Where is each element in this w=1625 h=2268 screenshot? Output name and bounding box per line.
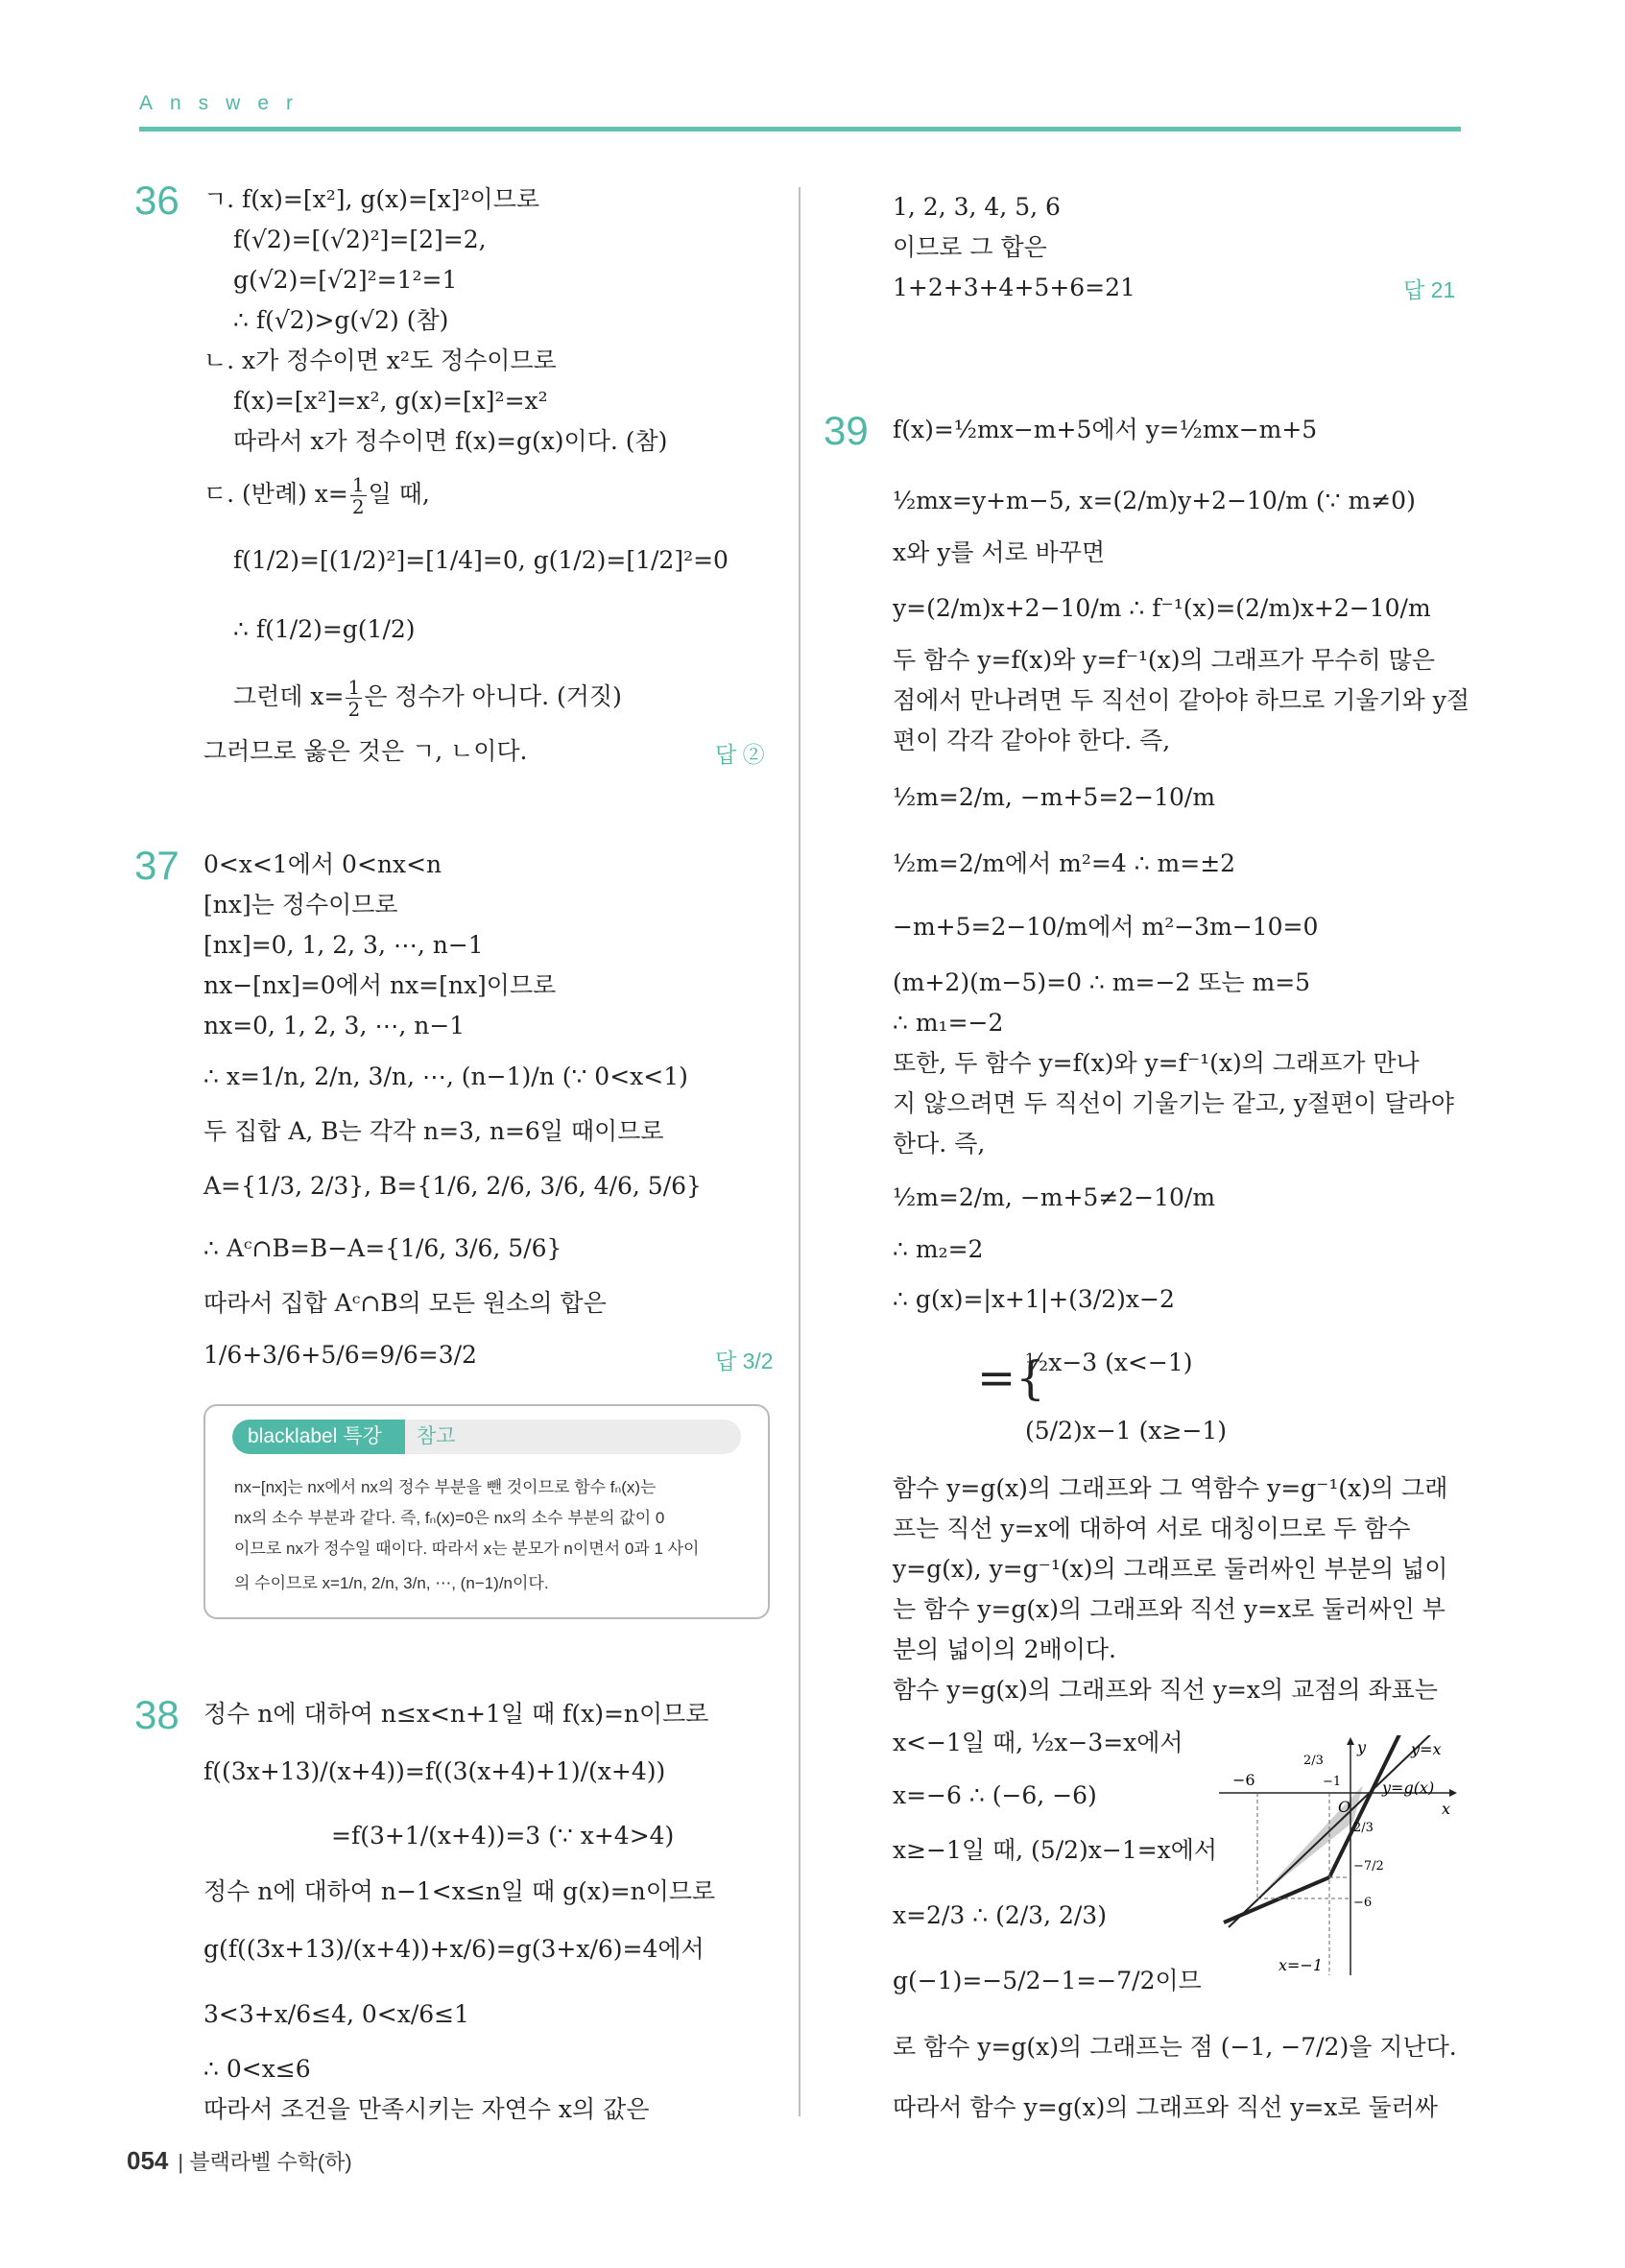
p37-line-4: nx−[nx]=0에서 nx=[nx]이므로 xyxy=(203,971,557,999)
graph-g-label: y=g(x) xyxy=(1382,1779,1435,1797)
fraction-half-2: $\frac{1}{2}$ xyxy=(347,676,361,721)
p38-line-6: 3<3+x/6≤4, 0<x/6≤1 xyxy=(203,2000,470,2028)
p39-line-13: 또한, 두 함수 y=f(x)와 y=f⁻¹(x)의 그래프가 만나 xyxy=(893,1049,1420,1077)
p37-line-5: nx=0, 1, 2, 3, ⋯, n−1 xyxy=(203,1012,466,1039)
note-line-2: nx의 소수 부분과 같다. 즉, fₙ(x)=0은 nx의 소수 부분의 값이 0 xyxy=(234,1509,665,1527)
header-rule xyxy=(139,127,1461,131)
p37-line-3: [nx]=0, 1, 2, 3, ⋯, n−1 xyxy=(203,931,484,959)
p39-line-24: 분의 넓이의 2배이다. xyxy=(893,1635,1116,1663)
x-axis-arrow xyxy=(1449,1789,1457,1797)
p39-line-20: 함수 y=g(x)의 그래프와 그 역함수 y=g⁻¹(x)의 그래 xyxy=(893,1474,1448,1502)
p39-line-25: 함수 y=g(x)의 그래프와 직선 y=x의 교점의 좌표는 xyxy=(893,1676,1438,1704)
graph-yx-label: y=x xyxy=(1411,1740,1442,1758)
p37-line-8: A={1/3, 2/3}, B={1/6, 2/6, 3/6, 4/6, 5/6} xyxy=(203,1172,702,1200)
p38-line-2: f((3x+13)/(x+4))=f((3(x+4)+1)/(x+4)) xyxy=(203,1757,666,1785)
graph-xm1-label: x=−1 xyxy=(1278,1956,1324,1974)
p36-line-11b: 은 정수가 아니다. (거짓) xyxy=(364,682,622,710)
note-line-3: 이므로 nx가 정수일 때이다. 따라서 x는 분모가 n이면서 0과 1 사이 xyxy=(234,1540,700,1558)
p39-line-3: x와 y를 서로 바꾸면 xyxy=(893,538,1106,566)
p39-line-18: ∴ g(x)=|x+1|+(3/2)x−2 xyxy=(893,1285,1175,1313)
p36-line-10: ∴ f(1/2)=g(1/2) xyxy=(233,615,416,643)
p39-line-17: ∴ m₂=2 xyxy=(893,1235,984,1263)
g-left-branch xyxy=(1224,1877,1329,1922)
p39-line-6: 점에서 만나려면 두 직선이 같아야 하므로 기울기와 y절 xyxy=(893,686,1470,714)
p37-line-7: 두 집합 A, B는 각각 n=3, n=6일 때이므로 xyxy=(203,1117,664,1145)
note-line-4: 의 수이므로 x=1/n, 2/n, 3/n, ⋯, (n−1)/n이다. xyxy=(234,1574,549,1592)
header-title: Answer xyxy=(139,92,311,114)
piecewise-brace: ={ xyxy=(977,1351,1045,1405)
p36-line-11 xyxy=(233,677,622,720)
p36-line-4: ∴ f(√2)>g(√2) (참) xyxy=(233,306,449,334)
p39-line-10: −m+5=2−10/m에서 m²−3m−10=0 xyxy=(893,913,1319,941)
p39-line-1: f(x)=½mx−m+5에서 y=½mx−m+5 xyxy=(893,416,1318,443)
p38-answer: 답 21 xyxy=(1403,277,1456,302)
p36-answer: 답 ② xyxy=(715,742,765,767)
p39-line-16: ½m=2/m, −m+5≠2−10/m xyxy=(893,1183,1216,1211)
p39-line-29: x=2/3 ∴ (2/3, 2/3) xyxy=(893,1901,1107,1929)
p39-line-26: x<−1일 때, ½x−3=x에서 xyxy=(893,1729,1183,1756)
p39-line-32: 따라서 함수 y=g(x)의 그래프와 직선 y=x로 둘러싸 xyxy=(893,2093,1438,2121)
p39-line-27: x=−6 ∴ (−6, −6) xyxy=(893,1781,1097,1809)
p36-line-12: 그러므로 옳은 것은 ㄱ, ㄴ이다. xyxy=(203,737,528,765)
p37-answer: 답 3/2 xyxy=(715,1349,774,1373)
p38-line-4: 정수 n에 대하여 n−1<x≤n일 때 g(x)=n이므로 xyxy=(203,1877,716,1905)
p38-right-line-2: 이므로 그 합은 xyxy=(893,233,1047,261)
p39-line-30: g(−1)=−5/2−1=−7/2이므 xyxy=(893,1967,1202,1994)
p36-line-1: ㄱ. f(x)=[x²], g(x)=[x]²이므로 xyxy=(203,185,540,213)
p36-line-2: f(√2)=[(√2)²]=[2]=2, xyxy=(233,226,487,253)
p37-line-10: 따라서 집합 Aᶜ∩B의 모든 원소의 합은 xyxy=(203,1289,607,1317)
p36-line-3: g(√2)=[√2]²=1²=1 xyxy=(233,266,458,294)
p39-line-5: 두 함수 y=f(x)와 y=f⁻¹(x)의 그래프가 무수히 많은 xyxy=(893,646,1435,674)
p38-line-8: 따라서 조건을 만족시키는 자연수 x의 값은 xyxy=(203,2095,650,2123)
graph-23b-label: 2/3 xyxy=(1353,1821,1374,1835)
p38-right-line-1: 1, 2, 3, 4, 5, 6 xyxy=(893,193,1061,221)
fraction-half: $\frac{1}{2}$ xyxy=(351,473,365,518)
p39-line-14: 지 않으려면 두 직선이 기울기는 같고, y절편이 달라야 xyxy=(893,1089,1454,1117)
p36-line-8a: ㄷ. (반례) x= xyxy=(203,480,348,508)
problem-39-number: 39 xyxy=(824,408,869,453)
p36-line-8b: 일 때, xyxy=(368,480,430,508)
p39-line-15: 한다. 즉, xyxy=(893,1130,986,1158)
footer-separator: | xyxy=(178,2150,190,2174)
problem-37-number: 37 xyxy=(134,843,179,888)
graph-y-label: y xyxy=(1357,1738,1367,1756)
p39-line-11: (m+2)(m−5)=0 ∴ m=−2 또는 m=5 xyxy=(893,968,1311,996)
problem-36-number: 36 xyxy=(134,178,179,223)
p37-line-1: 0<x<1에서 0<nx<n xyxy=(203,850,442,878)
p36-line-8 xyxy=(203,474,430,517)
page-number: 054 xyxy=(127,2146,169,2175)
graph-m1-label: −1 xyxy=(1323,1775,1342,1789)
p39-line-31: 로 함수 y=g(x)의 그래프는 점 (−1, −7/2)을 지난다. xyxy=(893,2033,1457,2061)
p37-line-11: 1/6+3/6+5/6=9/6=3/2 xyxy=(203,1341,477,1369)
p39-line-2: ½mx=y+m−5, x=(2/m)y+2−10/m (∵ m≠0) xyxy=(893,487,1416,514)
p37-line-6: ∴ x=1/n, 2/n, 3/n, ⋯, (n−1)/n (∵ 0<x<1) xyxy=(203,1062,688,1090)
y-axis-arrow xyxy=(1347,1737,1354,1745)
graph-x-label: x xyxy=(1442,1800,1451,1818)
graph-m72-label: −7/2 xyxy=(1353,1859,1384,1874)
p39-line-9: ½m=2/m에서 m²=4 ∴ m=±2 xyxy=(893,849,1236,877)
p36-line-5: ㄴ. x가 정수이면 x²도 정수이므로 xyxy=(203,346,557,374)
p38-line-5: g(f((3x+13)/(x+4))+x/6)=g(3+x/6)=4에서 xyxy=(203,1935,705,1963)
p36-line-9: f(1/2)=[(1/2)²]=[1/4]=0, g(1/2)=[1/2]²=0 xyxy=(233,546,729,574)
p39-line-19a: ½x−3 (x<−1) xyxy=(1025,1349,1193,1376)
p38-line-1: 정수 n에 대하여 n≤x<n+1일 때 f(x)=n이므로 xyxy=(203,1700,709,1728)
p39-line-19b: (5/2)x−1 (x≥−1) xyxy=(1025,1417,1228,1444)
graph-23-label: 2/3 xyxy=(1303,1754,1324,1768)
note-tab-tag: 참고 xyxy=(417,1425,456,1447)
p39-line-8: ½m=2/m, −m+5=2−10/m xyxy=(893,783,1216,811)
p39-line-21: 프는 직선 y=x에 대하여 서로 대칭이므로 두 함수 xyxy=(893,1515,1411,1542)
p38-right-line-3: 1+2+3+4+5+6=21 xyxy=(893,274,1135,301)
note-tab-title: blacklabel 특강 xyxy=(232,1420,405,1454)
graph-origin-label: O xyxy=(1338,1798,1351,1816)
p36-line-7: 따라서 x가 정수이면 f(x)=g(x)이다. (참) xyxy=(233,427,668,455)
p38-line-3: =f(3+1/(x+4))=3 (∵ x+4>4) xyxy=(331,1822,675,1850)
p39-line-23: 는 함수 y=g(x)의 그래프와 직선 y=x로 둘러싸인 부 xyxy=(893,1595,1446,1623)
p39-graph xyxy=(1219,1735,1459,1985)
p39-line-4: y=(2/m)x+2−10/m ∴ f⁻¹(x)=(2/m)x+2−10/m xyxy=(893,594,1431,622)
p38-line-7: ∴ 0<x≤6 xyxy=(203,2055,311,2083)
graph-m6-label: −6 xyxy=(1232,1771,1255,1789)
p39-line-22: y=g(x), y=g⁻¹(x)의 그래프로 둘러싸인 부분의 넓이 xyxy=(893,1555,1448,1583)
p37-line-9: ∴ Aᶜ∩B=B−A={1/6, 3/6, 5/6} xyxy=(203,1234,562,1262)
p36-line-6: f(x)=[x²]=x², g(x)=[x]²=x² xyxy=(233,387,548,415)
graph-m6b-label: −6 xyxy=(1353,1896,1373,1910)
book-title: 블랙라벨 수학(하) xyxy=(189,2150,352,2174)
p39-line-28: x≥−1일 때, (5/2)x−1=x에서 xyxy=(893,1836,1218,1864)
p39-line-12: ∴ m₁=−2 xyxy=(893,1009,1004,1037)
p39-line-7: 편이 각각 같아야 한다. 즉, xyxy=(893,727,1171,754)
problem-38-number: 38 xyxy=(134,1692,179,1737)
p36-line-11a: 그런데 x= xyxy=(233,682,345,710)
page-footer xyxy=(127,2146,352,2176)
column-divider xyxy=(799,187,801,2116)
p37-line-2: [nx]는 정수이므로 xyxy=(203,891,398,919)
blacklabel-note-box xyxy=(203,1404,770,1619)
note-line-1: nx−[nx]는 nx에서 nx의 정수 부분을 뺀 것이므로 함수 fₙ(x)는 xyxy=(234,1478,657,1496)
note-tab xyxy=(232,1420,741,1454)
